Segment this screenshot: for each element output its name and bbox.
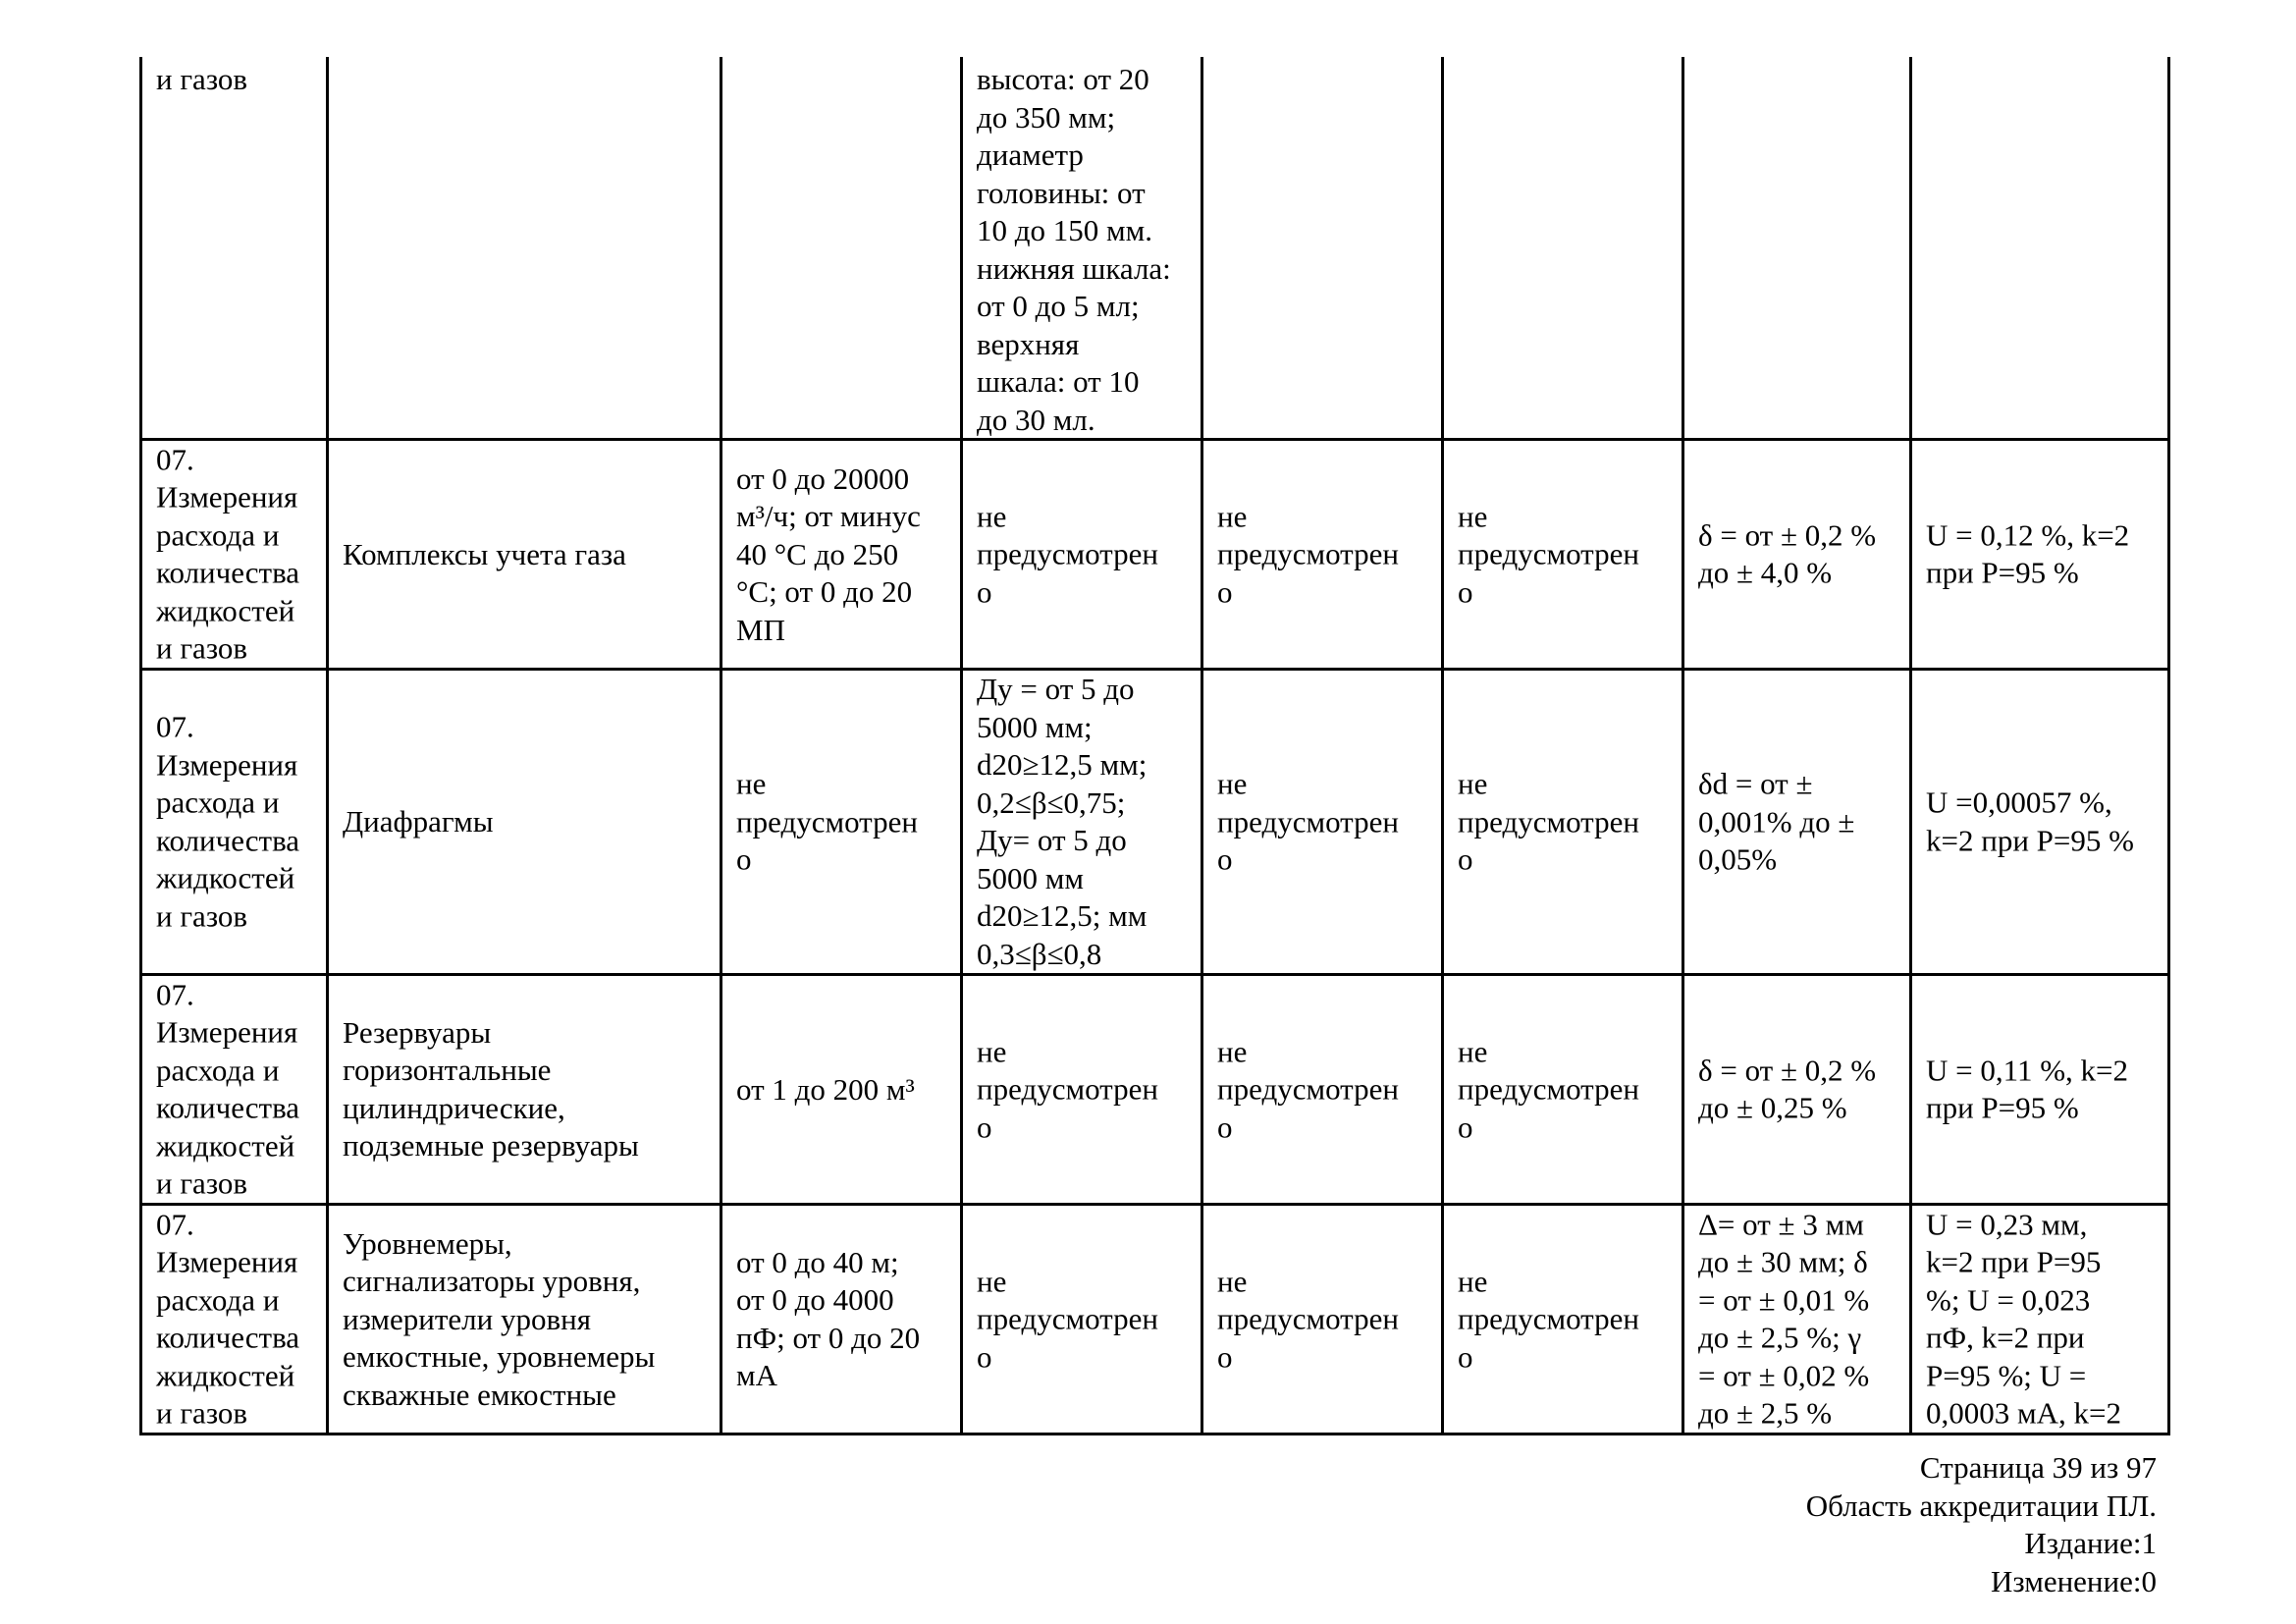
cell-text: высота: от 20 до 350 мм; диаметр головины: от 10 до 150 мм. нижняя шкала: от 0 до 5 мл; верхняя шкала: от 10 до 30 мл. bbox=[977, 62, 1171, 437]
cell-field bbox=[139, 441, 326, 668]
cell-text: 07. Измерения расхода и количества жидкостей и газов bbox=[156, 442, 300, 666]
cell-text: Диафрагмы bbox=[343, 803, 494, 839]
cell-text: не предусмотрен о bbox=[1458, 1033, 1639, 1144]
cell-range-2 bbox=[960, 671, 1201, 973]
cell-range bbox=[720, 57, 960, 438]
cell-text: Резервуары горизонтальные цилиндрические, подземные резервуары bbox=[343, 1014, 639, 1163]
table-row bbox=[139, 57, 2170, 441]
cell-accuracy bbox=[1682, 1206, 1909, 1433]
cell-range bbox=[720, 976, 960, 1203]
cell-uncertainty bbox=[1909, 441, 2170, 668]
edition-label: Издание:1 bbox=[2024, 1526, 2157, 1560]
cell-col6 bbox=[1441, 671, 1682, 973]
cell-object bbox=[326, 976, 720, 1203]
cell-text: Δ= от ± 3 мм до ± 30 мм; δ = от ± 0,01 % до ± 2,5 %; γ = от ± 0,02 % до ± 2,5 % bbox=[1698, 1207, 1870, 1431]
page-footer bbox=[1568, 1449, 2157, 1600]
cell-range bbox=[720, 671, 960, 973]
cell-accuracy bbox=[1682, 57, 1909, 438]
cell-text: не предусмотрен о bbox=[1217, 1263, 1399, 1374]
cell-col5 bbox=[1201, 441, 1441, 668]
cell-field bbox=[139, 57, 326, 438]
cell-text: 07. Измерения расхода и количества жидкостей и газов bbox=[156, 709, 300, 933]
cell-col5 bbox=[1201, 57, 1441, 438]
cell-accuracy bbox=[1682, 976, 1909, 1203]
cell-field bbox=[139, 1206, 326, 1433]
cell-accuracy bbox=[1682, 441, 1909, 668]
cell-uncertainty bbox=[1909, 57, 2170, 438]
cell-text: δd = от ± 0,001% до ± 0,05% bbox=[1698, 766, 1855, 877]
cell-col5 bbox=[1201, 1206, 1441, 1433]
cell-text: 07. Измерения расхода и количества жидкостей и газов bbox=[156, 1207, 300, 1431]
cell-object bbox=[326, 671, 720, 973]
table-row bbox=[139, 671, 2170, 976]
cell-text: Уровнемеры, сигнализаторы уровня, измерители уровня емкостные, уровнемеры скважные емкостные bbox=[343, 1225, 656, 1412]
cell-field bbox=[139, 976, 326, 1203]
cell-uncertainty bbox=[1909, 1206, 2170, 1433]
cell-object bbox=[326, 57, 720, 438]
cell-text: не предусмотрен о bbox=[1217, 766, 1399, 877]
cell-text: не предусмотрен о bbox=[1458, 498, 1639, 609]
cell-text: не предусмотрен о bbox=[1217, 498, 1399, 609]
cell-text: U = 0,23 мм, k=2 при P=95 %; U = 0,023 пФ, k=2 при P=95 %; U = 0,0003 мА, k=2 bbox=[1926, 1207, 2121, 1431]
cell-text: не предусмотрен о bbox=[736, 766, 918, 877]
cell-range bbox=[720, 1206, 960, 1433]
cell-field bbox=[139, 671, 326, 973]
change-label: Изменение:0 bbox=[1991, 1563, 2157, 1598]
cell-col6 bbox=[1441, 57, 1682, 438]
cell-text: от 1 до 200 м³ bbox=[736, 1071, 915, 1107]
cell-uncertainty bbox=[1909, 976, 2170, 1203]
cell-text: не предусмотрен о bbox=[1217, 1033, 1399, 1144]
cell-text: не предусмотрен о bbox=[977, 498, 1158, 609]
cell-text: 07. Измерения расхода и количества жидкостей и газов bbox=[156, 977, 300, 1201]
cell-text: не предусмотрен о bbox=[977, 1263, 1158, 1374]
cell-range-2 bbox=[960, 57, 1201, 438]
cell-text: не предусмотрен о bbox=[1458, 1263, 1639, 1374]
cell-text: не предусмотрен о bbox=[977, 1033, 1158, 1144]
cell-object bbox=[326, 441, 720, 668]
cell-uncertainty bbox=[1909, 671, 2170, 973]
cell-col6 bbox=[1441, 1206, 1682, 1433]
cell-text: δ = от ± 0,2 % до ± 4,0 % bbox=[1698, 517, 1877, 590]
cell-col6 bbox=[1441, 976, 1682, 1203]
accreditation-scope: Область аккредитации ПЛ. bbox=[1805, 1488, 2157, 1523]
cell-text: от 0 до 20000 м³/ч; от минус 40 °С до 250 °С; от 0 до 20 МП bbox=[736, 460, 921, 647]
page-number: Страница 39 из 97 bbox=[1919, 1450, 2157, 1485]
cell-text: не предусмотрен о bbox=[1458, 766, 1639, 877]
cell-range-2 bbox=[960, 1206, 1201, 1433]
cell-text: U = 0,12 %, k=2 при P=95 % bbox=[1926, 517, 2130, 590]
cell-text: Ду = от 5 до 5000 мм; d20≥12,5 мм; 0,2≤β≤0,75; Ду= от 5 до 5000 мм d20≥12,5; мм 0,3≤β≤0,8 bbox=[977, 672, 1148, 971]
accreditation-table bbox=[139, 0, 2170, 1431]
cell-col5 bbox=[1201, 671, 1441, 973]
cell-text: Комплексы учета газа bbox=[343, 536, 626, 571]
cell-text: δ = от ± 0,2 % до ± 0,25 % bbox=[1698, 1053, 1877, 1125]
cell-col5 bbox=[1201, 976, 1441, 1203]
cell-range bbox=[720, 441, 960, 668]
cell-text: и газов bbox=[156, 62, 248, 96]
table-row bbox=[139, 976, 2170, 1206]
cell-accuracy bbox=[1682, 671, 1909, 973]
cell-range-2 bbox=[960, 976, 1201, 1203]
cell-text: от 0 до 40 м; от 0 до 4000 пФ; от 0 до 20 мА bbox=[736, 1244, 921, 1392]
cell-object bbox=[326, 1206, 720, 1433]
table-row bbox=[139, 1206, 2170, 1435]
table-row bbox=[139, 441, 2170, 671]
cell-text: U = 0,11 %, k=2 при P=95 % bbox=[1926, 1053, 2129, 1125]
cell-range-2 bbox=[960, 441, 1201, 668]
cell-col6 bbox=[1441, 441, 1682, 668]
cell-text: U =0,00057 %, k=2 при P=95 % bbox=[1926, 785, 2134, 857]
